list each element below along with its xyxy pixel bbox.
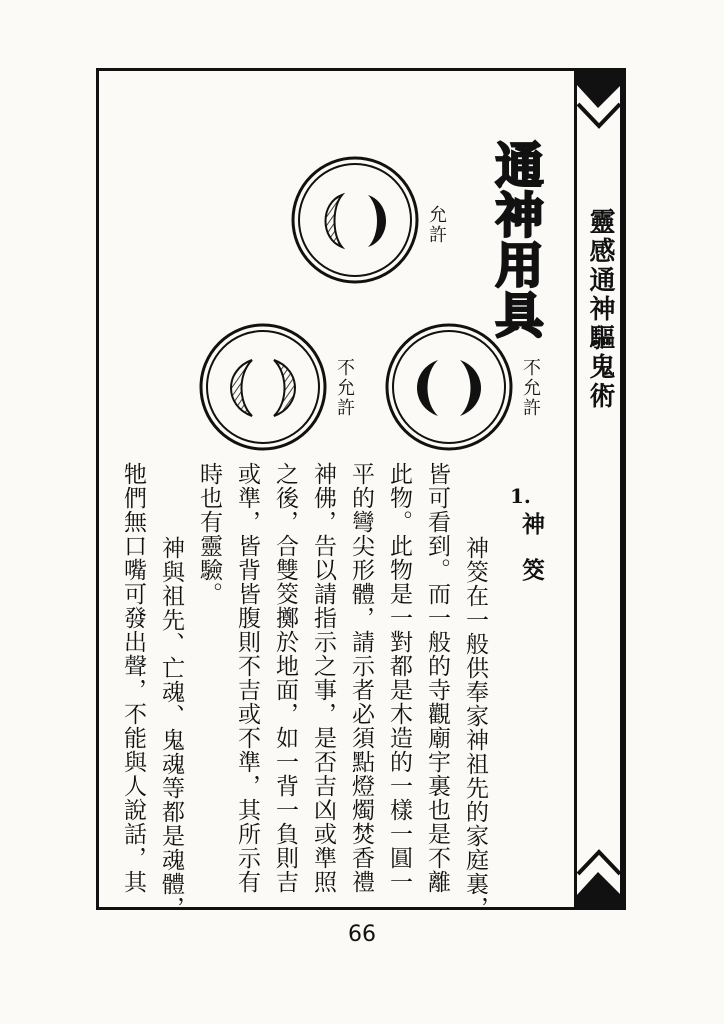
coin-disallowed-hatched-illustration [198, 322, 328, 452]
coin-label-disallowed-hatched: 不允許 [334, 358, 355, 418]
body-column-9: 神與祖先、亡魂、鬼魂等都是魂體， [158, 512, 184, 920]
body-column-2: 皆可看到。而一般的寺觀廟宇裏也是不離 [424, 462, 450, 894]
coin-label-disallowed-solid: 不允許 [520, 358, 541, 418]
coin-allowed-illustration [290, 155, 420, 285]
body-column-1: 神筊在一般供奉家神祖先的家庭裏， [462, 512, 488, 920]
page-number: 66 [348, 922, 376, 947]
body-column-6: 之後，合雙筊擲於地面，如一背一負則吉 [272, 462, 298, 894]
body-column-4: 平的彎尖形體，請示者必須點燈燭焚香禮 [348, 462, 374, 894]
side-band-rule [574, 68, 577, 910]
body-column-5: 神佛，告以請指示之事，是否吉凶或準照 [310, 462, 336, 894]
body-column-3: 此物。此物是一對都是木造的一樣一圓一 [386, 462, 412, 894]
body-column-8: 時也有靈驗。 [196, 462, 222, 606]
subsection-number: 1. [510, 484, 531, 508]
section-title: 通神用具 [487, 140, 543, 340]
coin-label-allowed: 允許 [426, 205, 447, 245]
body-column-7: 或準，皆背皆腹則不吉或不準，其所示有 [234, 462, 260, 894]
coin-disallowed-solid-illustration [384, 322, 514, 452]
side-band-edge [620, 68, 626, 910]
subsection-title: 神 筊 [518, 512, 544, 581]
running-head: 靈感通神驅鬼術 [585, 208, 615, 411]
body-column-10: 牠們無口嘴可發出聲，不能與人說話，其 [120, 462, 146, 894]
bottom-chevron-ornament [576, 848, 622, 910]
top-chevron-ornament [576, 70, 622, 130]
